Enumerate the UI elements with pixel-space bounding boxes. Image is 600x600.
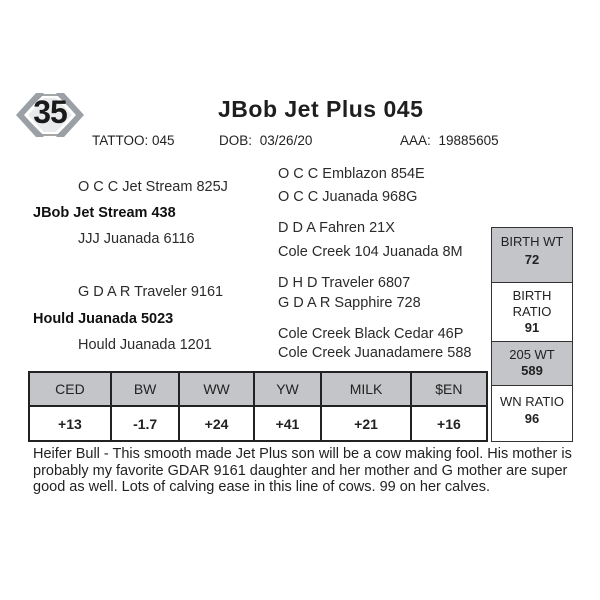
- aaa-value: 19885605: [438, 133, 499, 148]
- dob-field: [219, 133, 312, 148]
- epd-value-milk: +21: [321, 406, 410, 441]
- birth-ratio-label-2: RATIO: [512, 304, 552, 319]
- birth-weight-label: BIRTH WT: [500, 234, 564, 249]
- birth-weight-value: 72: [524, 252, 540, 267]
- dob-value: 03/26/20: [259, 133, 313, 148]
- pedigree-dam-sire: G D A R Traveler 9161: [78, 284, 224, 300]
- epd-value-en: +16: [411, 406, 487, 441]
- birth-ratio-box: [491, 282, 573, 342]
- pedigree-dam-dam: Hould Juanada 1201: [78, 337, 212, 353]
- weight-205-value: 589: [521, 363, 543, 378]
- epd-value-row: [29, 406, 487, 441]
- weaning-ratio-label: WN RATIO: [499, 394, 565, 409]
- epd-header-yw: YW: [254, 372, 322, 406]
- birth-ratio-value: 91: [524, 320, 540, 335]
- lot-badge: [14, 90, 86, 140]
- pedigree-dam-dam-sire: Cole Creek Black Cedar 46P: [278, 326, 464, 342]
- pedigree-dam-sire-sire: D H D Traveler 6807: [278, 275, 411, 291]
- aaa-field: [400, 133, 499, 148]
- birth-weight-box: [491, 227, 573, 283]
- epd-header-ww: WW: [179, 372, 253, 406]
- epd-header-bw: BW: [111, 372, 180, 406]
- pedigree-dam-dam-dam: Cole Creek Juanadamere 588: [278, 345, 472, 361]
- epd-value-ww: +24: [179, 406, 253, 441]
- tattoo-field: [92, 133, 175, 148]
- epd-table: [28, 371, 488, 442]
- epd-value-ced: +13: [29, 406, 111, 441]
- lot-number: 35: [33, 94, 67, 130]
- epd-value-bw: -1.7: [111, 406, 180, 441]
- weaning-ratio-value: 96: [524, 411, 540, 426]
- pedigree-dam: Hould Juanada 5023: [33, 311, 174, 327]
- weight-205-box: [491, 341, 573, 386]
- aaa-label: AAA:: [400, 133, 431, 148]
- dob-label: DOB:: [219, 133, 253, 148]
- epd-header-milk: MILK: [321, 372, 410, 406]
- weaning-ratio-box: [491, 385, 573, 442]
- animal-name: JBob Jet Plus 045: [218, 96, 424, 122]
- weight-205-label: 205 WT: [509, 347, 555, 362]
- epd-header-en: $EN: [411, 372, 487, 406]
- epd-header-row: [29, 372, 487, 406]
- pedigree-sire-sire-dam: O C C Juanada 968G: [278, 189, 418, 205]
- pedigree-sire-sire-sire: O C C Emblazon 854E: [278, 166, 425, 182]
- birth-ratio-label-1: BIRTH: [512, 288, 552, 303]
- pedigree-sire-sire: O C C Jet Stream 825J: [78, 179, 228, 195]
- tattoo-label: TATTOO:: [92, 133, 149, 148]
- pedigree-sire-dam: JJJ Juanada 6116: [78, 231, 195, 247]
- lot-description: Heifer Bull - This smooth made Jet Plus son will be a cow making fool. His mother is probably my favorite GDAR 9161 daughter and her mother and G mother are super good as well. Lots of calving ease in this line of cows. 99 on her calves.: [33, 446, 572, 495]
- epd-value-yw: +41: [254, 406, 322, 441]
- pedigree-sire-dam-dam: Cole Creek 104 Juanada 8M: [278, 244, 463, 260]
- epd-header-ced: CED: [29, 372, 111, 406]
- pedigree-sire-dam-sire: D D A Fahren 21X: [278, 220, 395, 236]
- pedigree-sire: JBob Jet Stream 438: [33, 205, 176, 221]
- tattoo-value: 045: [152, 133, 175, 148]
- pedigree-dam-sire-dam: G D A R Sapphire 728: [278, 295, 421, 311]
